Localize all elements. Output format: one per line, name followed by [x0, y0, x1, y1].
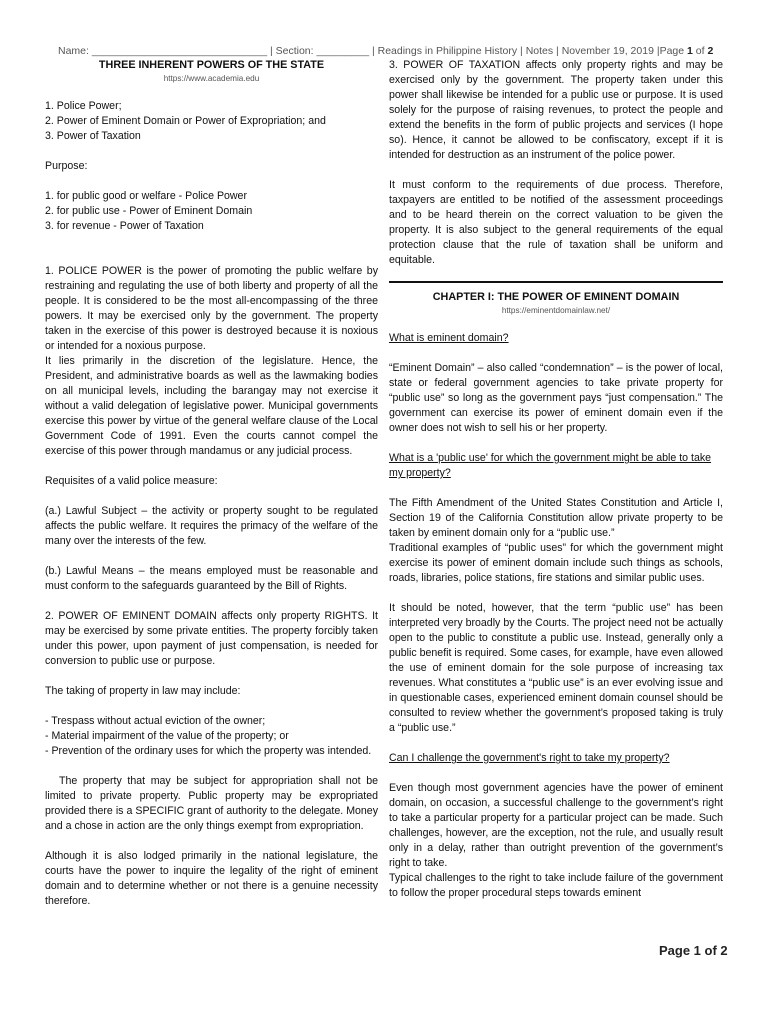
name-blank: ______________________________ [91, 45, 268, 57]
taking-item: - Prevention of the ordinary uses for which the property was intended. [45, 745, 372, 757]
name-label: Name: [58, 45, 89, 57]
legislature-paragraph: It lies primarily in the discretion of the legislature. Hence, the President, and administrative boards as well as the lawmaking bodies on all municipal levels, including the barangay may not exercise it without a valid delegation of legislative power. Municipal governments exercise this power by virtue of the general welfare clause of the Local Government Code of 1991. Even the courts cannot compel the exercise of this power through mandamus or any judicial process. [45, 355, 378, 457]
purpose-item: 1. for public good or welfare - Police Power [45, 190, 247, 202]
section-blank: _________ [316, 45, 370, 57]
requisites-label: Requisites of a valid police measure: [45, 475, 218, 487]
page-header: Name: ______________________________ | Section: _________ | Readings in Philippine History | Notes | November 19, 2019 |Page 1 of 2 [58, 45, 714, 57]
right-column [389, 58, 723, 901]
notes-label: Notes [525, 45, 554, 57]
answer-paragraph: Traditional examples of “public uses” for which the government might exercise its power of eminent domain include such things as schools, roads, libraries, police stations, fire stations and similar public uses. [389, 542, 723, 584]
lawful-means-paragraph: (b.) Lawful Means – the means employed must be reasonable and must conform to the safeguards guaranteed by the Bill of Rights. [45, 565, 378, 592]
taxation-paragraph: 3. POWER OF TAXATION affects only property rights and may be exercised only by the government. The property taken under this power shall likewise be intended for a public use or purpose. It is used solely for the purpose of raising revenues, to protect the people and extend the benefits in the form of public projects and services (I hope so). Hence, it cannot be allowed to be confiscatory, except if it is intended for destruction as an instrument of the police power. [389, 59, 723, 161]
answer-paragraph: The Fifth Amendment of the United States Constitution and Article I, Section 19 of the California Constitution allow private property to be taken by eminent domain only for a “public use.” [389, 497, 723, 539]
question-heading: Can I challenge the government's right to take my property? [389, 752, 670, 764]
left-column [45, 58, 378, 909]
taking-item: - Material impairment of the value of the property; or [45, 730, 289, 742]
section-title: THREE INHERENT POWERS OF THE STATE [98, 59, 325, 71]
answer-paragraph: Even though most government agencies have the power of eminent domain, on occasion, a successful challenge to the government’s right to take a particular property for a particular project can be made. Such challenges, however, are the exception, not the rule, and usually result only in a delay, rather than outright prevention of the government’s right to take. [389, 782, 723, 869]
purpose-item: 2. for public use - Power of Eminent Domain [45, 205, 253, 217]
lawful-subject-paragraph: (a.) Lawful Subject – the activity or property sought to be regulated affects the public welfare. It requires the primacy of the welfare of the many over the interests of the few. [45, 505, 378, 547]
courts-paragraph: Although it is also lodged primarily in the national legislature, the courts have the power to inquire the legality of the right of eminent domain and to determine whether or not there is a genuine necessity therefore. [45, 850, 378, 907]
page-total: 2 [707, 45, 714, 57]
power-item: 1. Police Power; [45, 100, 122, 112]
answer-paragraph: “Eminent Domain” – also called “condemnation” – is the power of local, state or federal government agencies to take private property for “public use” so long as the government pays “just compensation.” The government can exercise its power of eminent domain even if the owner does not wish to sell his or her property. [389, 362, 723, 434]
question-heading: What is a 'public use' for which the government might be able to take my property? [389, 452, 712, 479]
appropriation-paragraph: The property that may be subject for appropriation shall not be limited to private property. Public property may be expropriated provided there is a SPECIFIC grant of authority to the delegate. Money and a chose in action are the only things exempt from expropriation. [45, 775, 378, 832]
chapter-title: CHAPTER I: THE POWER OF EMINENT DOMAIN [432, 291, 680, 303]
source-link[interactable]: https://www.academia.edu [163, 74, 260, 83]
course-name: Readings in Philippine History [377, 45, 518, 57]
page-label: Page [659, 45, 685, 57]
section-label: Section: [275, 45, 314, 57]
page-number: 1 [687, 45, 693, 57]
taking-item: - Trespass without actual eviction of the owner; [45, 715, 266, 727]
header-date: November 19, 2019 [561, 45, 654, 57]
question-heading: What is eminent domain? [389, 332, 509, 344]
section-divider [389, 281, 723, 283]
answer-paragraph: Typical challenges to the right to take include failure of the government to follow the proper procedural steps towards eminent [389, 872, 723, 899]
taking-label: The taking of property in law may include: [45, 685, 241, 697]
chapter-source-link[interactable]: https://eminentdomainlaw.net/ [501, 306, 611, 315]
answer-paragraph: It should be noted, however, that the term “public use” has been interpreted very broadly by the Courts. The project need not be actually open to the public to constitute a public use. Instead, generally only a public benefit is required. Some cases, for example, have even allowed the use of eminent domain for the sole purpose of increasing tax revenues. What constitutes a “public use” is an ever evolving issue and in questionable cases, experienced eminent domain counsel should be consulted to review whether the government’s proposed taking is truly a “public use.” [389, 602, 723, 734]
power-item: 2. Power of Eminent Domain or Power of Expropriation; and [45, 115, 326, 127]
power-item: 3. Power of Taxation [45, 130, 141, 142]
page-footer: Page 1 of 2 [659, 943, 728, 958]
due-process-paragraph: It must conform to the requirements of due process. Therefore, taxpayers are entitled to be notified of the assessment proceedings and to be heard therein on the correct valuation to be given the property. It is also subject to the general requirements of the equal protection clause that the rule of taxation shall be uniform and equitable. [389, 179, 723, 266]
page-of: of [695, 45, 705, 57]
eminent-domain-paragraph: 2. POWER OF EMINENT DOMAIN affects only property RIGHTS. It may be exercised by some private entities. The property forcibly taken under this power, upon payment of just compensation, is needed for conversion to public use or purpose. [45, 610, 378, 667]
purpose-item: 3. for revenue - Power of Taxation [45, 220, 204, 232]
police-power-paragraph: 1. POLICE POWER is the power of promoting the public welfare by restraining and regulating the use of both liberty and property of all the people. It is considered to be the most all-encompassing of the three powers. It may be exercised only by the government. The property taken in the exercise of this power is destroyed because it is noxious or intended for a noxious purpose. [45, 265, 378, 352]
purpose-label: Purpose: [45, 160, 88, 172]
